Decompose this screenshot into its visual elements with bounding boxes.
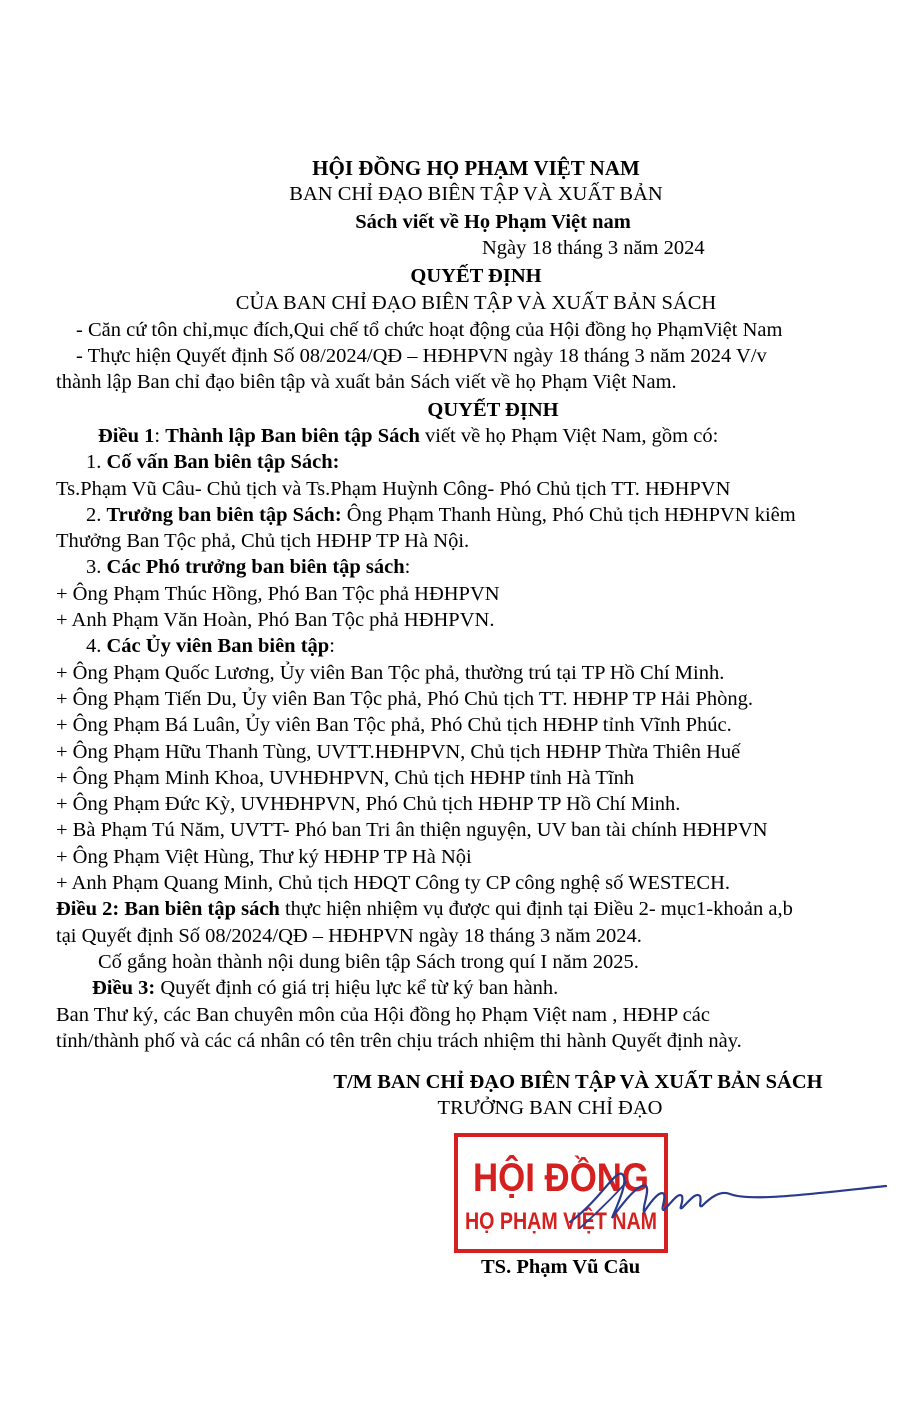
document-subtitle: CỦA BAN CHỈ ĐẠO BIÊN TẬP VÀ XUẤT BẢN SÁCH <box>235 292 717 315</box>
list-item: + Ông Phạm Đức Kỳ, UVHĐHPVN, Phó Chủ tịch HĐHP TP Hồ Chí Minh. <box>56 793 681 816</box>
preamble-line: - Căn cứ tôn chỉ,mục đích,Qui chế tổ chức hoạt động của Hội đồng họ PhạmViệt Nam <box>76 318 783 341</box>
list-item: + Ông Phạm Minh Khoa, UVHĐHPVN, Chủ tịch HĐHP tỉnh Hà Tĩnh <box>56 766 635 789</box>
org-name: HỘI ĐỒNG HỌ PHẠM VIỆT NAM <box>312 156 640 180</box>
section-colon: : <box>329 635 335 658</box>
article-1-rest: viết về họ Phạm Việt Nam, gồm có: <box>419 424 719 447</box>
document-title: QUYẾT ĐỊNH <box>410 265 542 288</box>
section-2-title: Trưởng ban biên tập Sách: <box>106 503 342 526</box>
section-colon: : <box>404 556 411 579</box>
list-item: + Ông Phạm Việt Hùng, Thư ký HĐHP TP Hà Nội <box>56 845 472 868</box>
list-item: + Ông Phạm Hữu Thanh Tùng, UVTT.HĐHPVN, Chủ tịch HĐHP Thừa Thiên Huế <box>56 740 741 763</box>
seal-line-1: HỘI ĐỒNG <box>473 1156 676 1200</box>
list-item: + Ông Phạm Bá Luân, Ủy viên Ban Tộc phả, Phó Chủ tịch HĐHP tỉnh Vĩnh Phúc. <box>56 714 732 737</box>
advisor-line: Ts.Phạm Vũ Câu- Chủ tịch và Ts.Phạm Huỳnh Công- Phó Chủ tịch TT. HĐHPVN <box>56 477 731 500</box>
article-2-line3: Cố gắng hoàn thành nội dung biên tập Sách trong quí I năm 2025. <box>98 950 639 973</box>
section-number: 1. <box>86 451 107 474</box>
section-2-line2: Thưởng Ban Tộc phả, Chủ tịch HĐHP TP Hà Nội. <box>56 530 470 553</box>
handwritten-signature <box>560 1160 890 1230</box>
list-item: + Ông Phạm Quốc Lương, Ủy viên Ban Tộc phả, thường trú tại TP Hồ Chí Minh. <box>56 661 725 684</box>
article-3-intro <box>56 975 896 1001</box>
section-4-title: Các Ủy viên Ban biên tập <box>106 635 330 658</box>
article-1-label: Điều 1 <box>98 424 155 447</box>
list-item: + Anh Phạm Quang Minh, Chủ tịch HĐQT Công ty CP công nghệ số WESTECH. <box>56 872 731 895</box>
document-body <box>56 155 896 1054</box>
article-1-colon: : <box>154 424 166 447</box>
article-2-rest: thực hiện nhiệm vụ được qui định tại Điều 2- mục1-khoản a,b <box>279 898 793 921</box>
article-3-label: Điều 3: <box>92 977 156 1000</box>
article-3-rest: Quyết định có giá trị hiệu lực kể từ ký ban hành. <box>155 977 559 1000</box>
section-2-heading <box>56 502 896 528</box>
list-item: + Ông Phạm Tiến Du, Ủy viên Ban Tộc phả, Phó Chủ tịch TT. HĐHP TP Hải Phòng. <box>56 687 753 710</box>
signature-on-behalf: T/M BAN CHỈ ĐẠO BIÊN TẬP VÀ XUẤT BẢN SÁCH <box>333 1071 823 1093</box>
signer-name: TS. Phạm Vũ Câu <box>481 1256 641 1278</box>
preamble-line: - Thực hiện Quyết định Số 08/2024/QĐ – HĐHPVN ngày 18 tháng 3 năm 2024 V/v <box>76 345 767 368</box>
section-3-title: Các Phó trưởng ban biên tập sách <box>106 556 405 579</box>
section-2-rest: Ông Phạm Thanh Hùng, Phó Chủ tịch HĐHPVN kiêm <box>341 503 796 526</box>
seal-line-2: HỌ PHẠM VIỆT NAM <box>465 1208 700 1235</box>
section-number: 3. <box>86 556 107 579</box>
article-2-line2: tại Quyết định Số 08/2024/QĐ – HĐHPVN ngày 18 tháng 3 năm 2024. <box>56 924 642 947</box>
section-1-heading <box>56 449 896 475</box>
section-1-title: Cố vấn Ban biên tập Sách: <box>106 451 340 474</box>
article-1-intro <box>56 423 896 449</box>
signature-position: TRƯỞNG BAN CHỈ ĐẠO <box>437 1097 663 1119</box>
article-2-intro <box>56 896 896 922</box>
article-3-line3: tỉnh/thành phố và các cá nhân có tên trên chịu trách nhiệm thi hành Quyết định này. <box>56 1029 742 1052</box>
section-3-heading <box>56 554 896 580</box>
list-item: + Anh Phạm Văn Hoàn, Phó Ban Tộc phả HĐHPVN. <box>56 609 495 632</box>
list-item: + Ông Phạm Thúc Hồng, Phó Ban Tộc phả HĐHPVN <box>56 582 500 605</box>
document-date: Ngày 18 tháng 3 năm 2024 <box>482 236 705 259</box>
committee-name: BAN CHỈ ĐẠO BIÊN TẬP VÀ XUẤT BẢN <box>289 183 663 206</box>
section-number: 2. <box>86 503 107 526</box>
article-3-line2: Ban Thư ký, các Ban chuyên môn của Hội đồng họ Phạm Việt nam , HĐHP các <box>56 1003 710 1026</box>
article-2-label: Điều 2: Ban biên tập sách <box>56 898 280 921</box>
preamble-line: thành lập Ban chỉ đạo biên tập và xuất bản Sách viết về họ Phạm Việt Nam. <box>56 371 677 394</box>
section-number: 4. <box>86 635 107 658</box>
list-item: + Bà Phạm Tú Năm, UVTT- Phó ban Tri ân thiện nguyện, UV ban tài chính HĐHPVN <box>56 819 768 842</box>
decision-heading: QUYẾT ĐỊNH <box>427 398 559 421</box>
section-4-heading <box>56 633 896 659</box>
article-1-bold: Thành lập Ban biên tập Sách <box>165 424 420 447</box>
book-title: Sách viết về Họ Phạm Việt nam <box>355 210 631 233</box>
signature-stroke <box>570 1174 886 1222</box>
